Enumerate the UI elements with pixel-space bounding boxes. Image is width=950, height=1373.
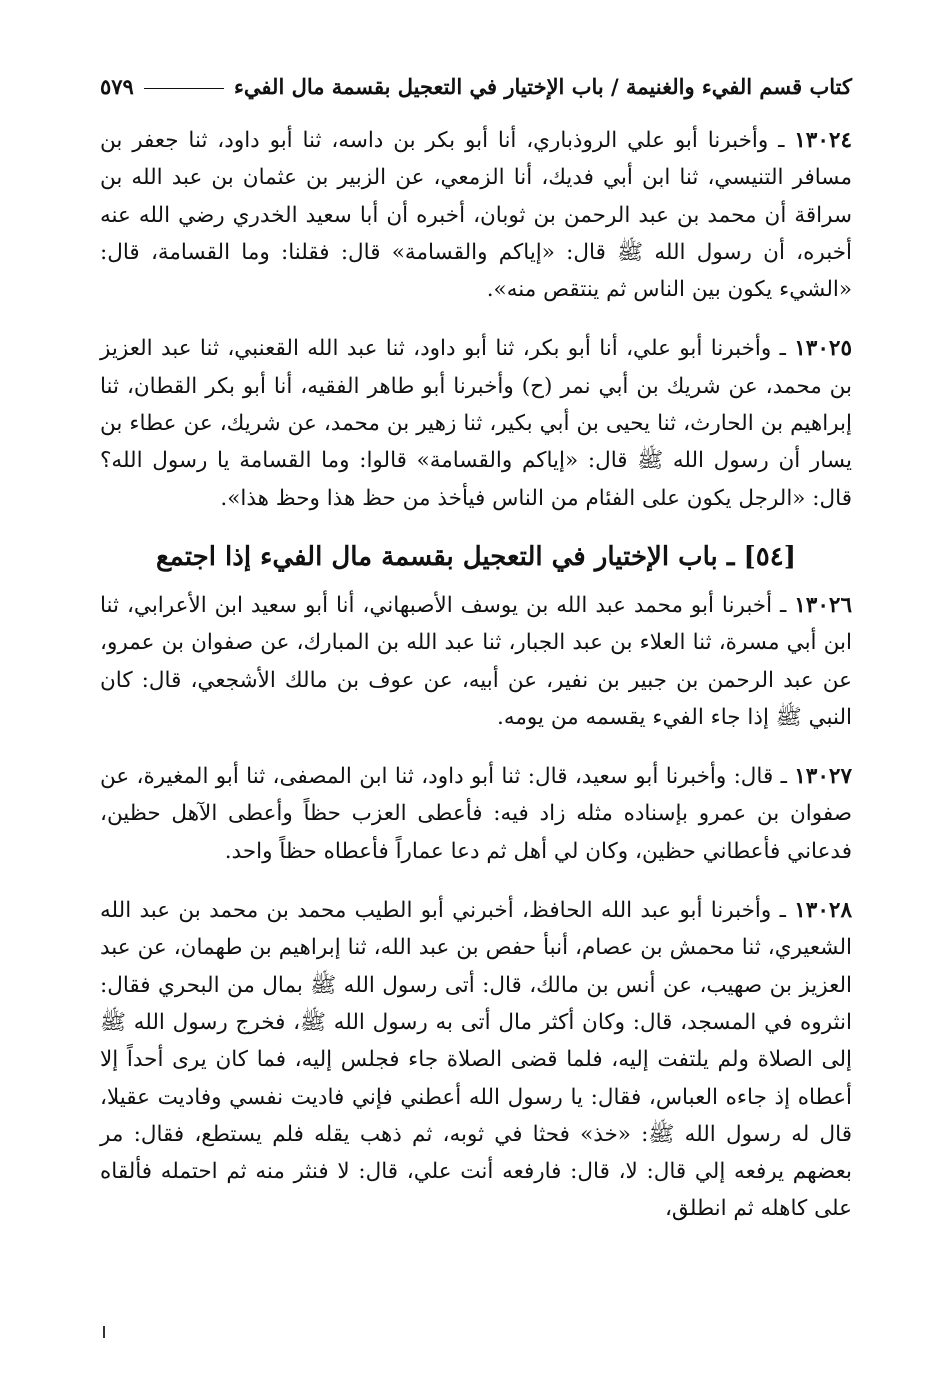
hadith-paragraph xyxy=(100,758,852,870)
hadith-paragraph xyxy=(100,892,852,1228)
section-heading: [٥٤] ـ باب الإختيار في التعجيل بقسمة مال الفيء إذا اجتمع xyxy=(155,541,797,572)
paragraph-gap xyxy=(100,308,852,330)
header-rule xyxy=(144,88,224,89)
margin-mark xyxy=(103,1326,105,1338)
running-header xyxy=(100,66,852,106)
hadith-paragraph xyxy=(100,587,852,736)
hadith-text: ـ وأخبرنا أبو عبد الله الحافظ، أخبرني أبو الطيب محمد بن محمد بن عبد الله الشعيري، ثنا محمش بن عصام، أنبأ حفص بن عبد الله، ثنا إبراهيم بن طهمان، عن عبد العزيز بن صهيب، عن أنس بن مالك، قال: أتى رسول الله ﷺ بمال من البحري فقال: انثروه في المسجد، قال: وكان أكثر مال أتى به رسول الله ﷺ، فخرج رسول الله ﷺ إلى الصلاة ولم يلتفت إليه، فلما قضى الصلاة جاء فجلس إليه، فما كان يرى أحداً إلا أعطاه إذ جاءه العباس، فقال: يا رسول الله أعطني فإني فاديت نفسي وفاديت عقيلا، قال له رسول الله ﷺ: «خذ» فحثا في ثوبه، ثم ذهب يقله فلم يستطع، فقال: مر بعضهم يرفعه إلي قال: لا، قال: فارفعه أنت علي، قال: لا فنثر منه ثم احتمله فألقاه على كاهله ثم انطلق، xyxy=(100,898,852,1222)
page-number: ٥٧٩ xyxy=(100,73,134,99)
hadith-text: ـ قال: وأخبرنا أبو سعيد، قال: ثنا أبو داود، ثنا ابن المصفى، ثنا أبو المغيرة، عن صفوان بن عمرو بإسناده مثله زاد فيه: فأعطى العزب حظاً وأعطى الآهل حظين، فدعاني فأعطاني حظين، وكان لي أهل ثم دعا عماراً فأعطاه حظاً واحد. xyxy=(100,764,852,864)
hadith-number: ١٣٠٢٤ xyxy=(794,128,852,153)
header-title: كتاب قسم الفيء والغنيمة / باب الإختيار في التعجيل بقسمة مال الفيء xyxy=(234,73,852,99)
page-body xyxy=(100,122,852,1228)
hadith-text: ـ وأخبرنا أبو علي الروذباري، أنا أبو بكر بن داسه، ثنا أبو داود، ثنا جعفر بن مسافر التنيسي، ثنا ابن أبي فديك، أنا الزمعي، عن الزبير بن عثمان بن عبد الله بن سراقة أن محمد بن عبد الرحمن بن ثوبان، أخبره أن أبا سعيد الخدري رضي الله عنه أخبره، أن رسول الله ﷺ قال: «إياكم والقسامة» قال: فقلنا: وما القسامة، قال: «الشيء يكون بين الناس ثم ينتقص منه». xyxy=(100,128,852,303)
hadith-number: ١٣٠٢٦ xyxy=(794,592,852,618)
hadith-text: ـ وأخبرنا أبو علي، أنا أبو بكر، ثنا أبو داود، ثنا عبد الله القعنبي، ثنا عبد العزيز بن محمد، عن شريك بن أبي نمر (ح) وأخبرنا أبو طاهر الفقيه، أنا أبو بكر القطان، ثنا إبراهيم بن الحارث، ثنا يحيى بن أبي بكير، ثنا زهير بن محمد، عن شريك، عن عطاء بن يسار أن رسول الله ﷺ قال: «إياكم والقسامة» قالوا: وما القسامة يا رسول الله؟ قال: «الرجل يكون على الفئام من الناس فيأخذ من حظ هذا وحظ هذا». xyxy=(100,336,852,511)
hadith-number: ١٣٠٢٥ xyxy=(794,336,852,362)
hadith-number: ١٣٠٢٨ xyxy=(794,898,852,924)
paragraph-gap xyxy=(100,736,852,758)
hadith-text: ـ أخبرنا أبو محمد عبد الله بن يوسف الأصبهاني، أنا أبو سعيد ابن الأعرابي، ثنا ابن أبي مسرة، ثنا العلاء بن عبد الجبار، ثنا عبد الله بن المبارك، عن صفوان بن عمرو، عن عبد الرحمن بن جبير بن نفير، عن أبيه، عن عوف بن مالك الأشجعي، قال: كان النبي ﷺ إذا جاء الفيء يقسمه من يومه. xyxy=(100,592,852,730)
hadith-number: ١٣٠٢٧ xyxy=(794,764,852,790)
paragraph-gap xyxy=(100,870,852,892)
hadith-paragraph xyxy=(100,330,852,516)
hadith-paragraph xyxy=(100,122,852,308)
